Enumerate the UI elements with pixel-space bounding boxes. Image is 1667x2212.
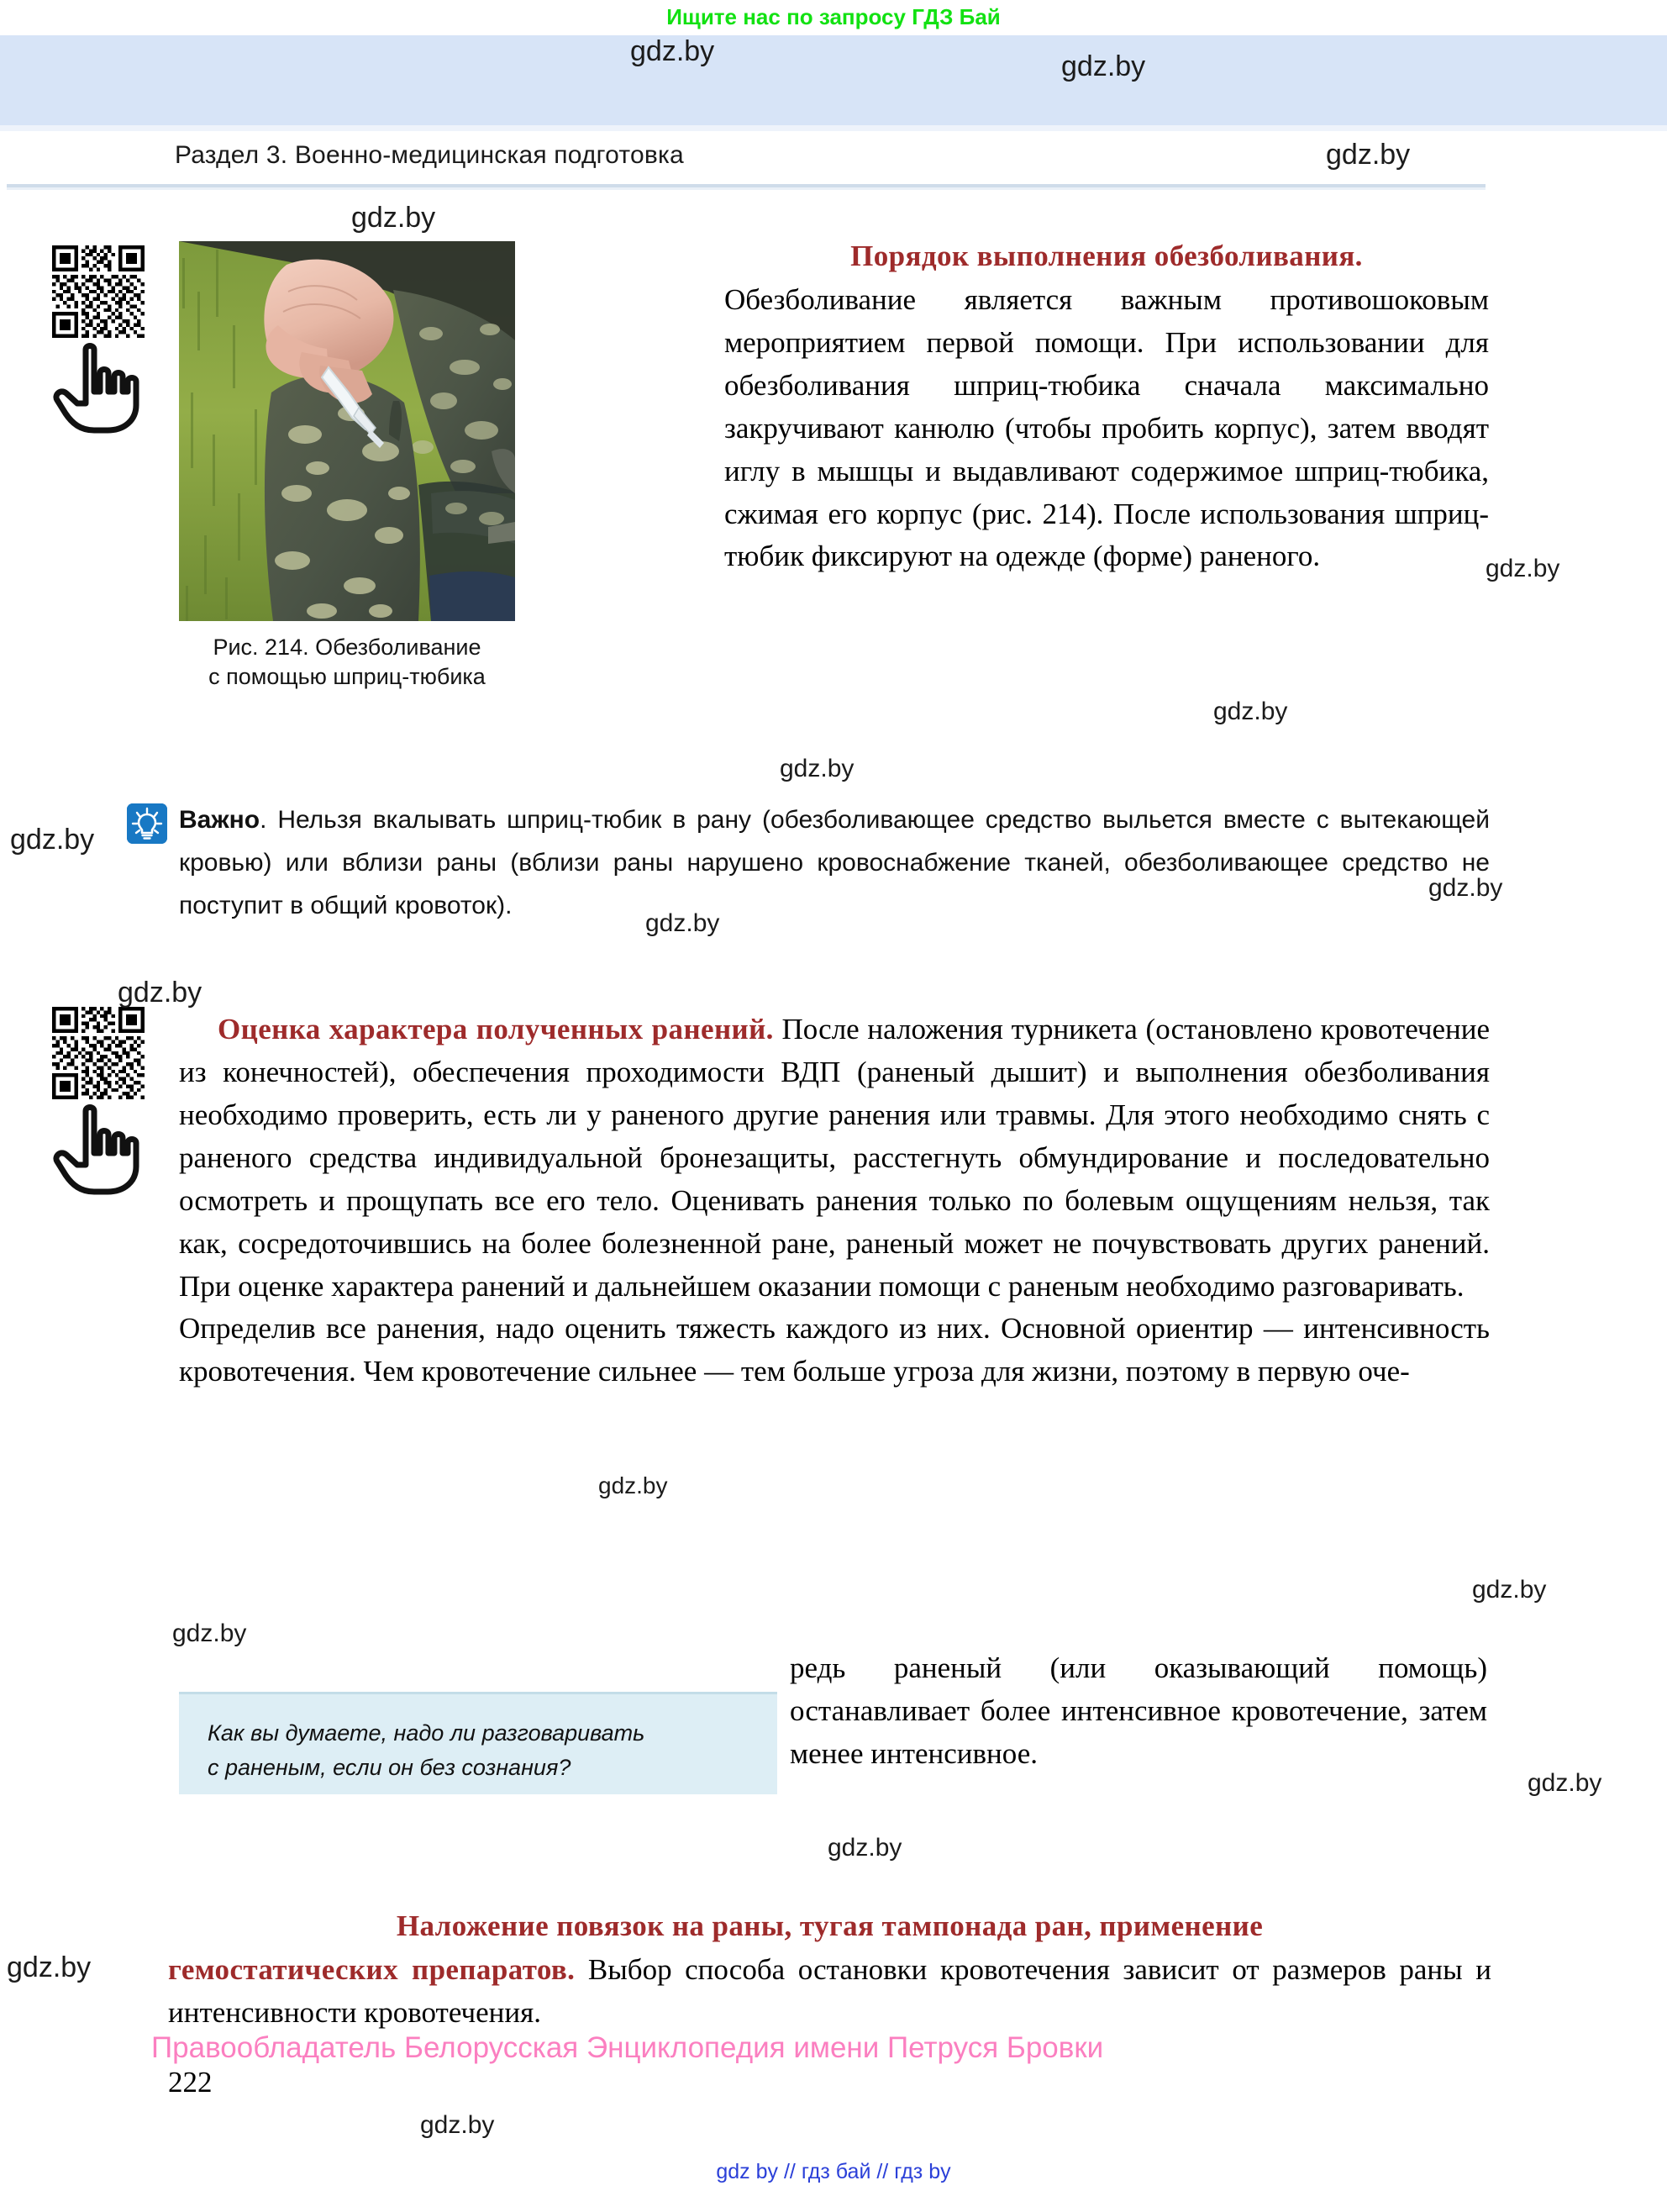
- figure-caption-line-2: с помощью шприц-тюбика: [208, 663, 486, 689]
- watermark-gdz: gdz.by: [780, 755, 855, 782]
- header-blue-band: [0, 35, 1667, 125]
- lightbulb-icon: [127, 803, 167, 844]
- section-3-heading-line-2: гемостатических препаратов.: [168, 1952, 576, 1986]
- section-2-block: [179, 1009, 1490, 1393]
- pointing-hand-icon-1[interactable]: [52, 343, 146, 434]
- watermark-gdz: gdz.by: [1061, 50, 1146, 82]
- important-callout-text: [179, 798, 1490, 927]
- figure-214: [179, 241, 515, 691]
- watermark-gdz: gdz.by: [351, 202, 436, 234]
- watermark-gdz: gdz.by: [828, 1834, 902, 1862]
- question-box: [179, 1692, 777, 1794]
- section-1-body: Обезболивание является важным противошоковым мероприятием первой помощи. При использовании для обезболивания шприц-тюбика сначала максимально закручивают канюлю (чтобы пробить корпус), затем вводят иглу в мышцы и выдавливают содержимое шприц-тюбика, сжимая его корпус (рис. 214). После использования шприц-тюбик фиксируют на одежде (форме) раненого.: [724, 282, 1489, 573]
- promo-banner-text: Ищите нас по запросу ГДЗ Бай: [666, 4, 1001, 29]
- lightbulb-icon-glyph: [127, 803, 167, 844]
- section-3-body: Выбор способа остановки кровотечения зависит от размеров раны и интенсивности кровотечения.: [168, 1952, 1491, 2029]
- section-2-paragraph-1: [179, 1009, 1490, 1308]
- watermark-gdz: gdz.by: [1326, 139, 1411, 171]
- section-2-body-1: После наложения турникета (остановлено кровотечение из конечностей), обеспечения проходимости ВДП (раненый дышит) и выполнения обезболивания необходимо проверить, есть ли у раненого другие ранения или травмы. Для этого необходимо снять с раненого средства индивидуальной бронезащиты, расстегнуть обмундирование и последовательно осмотреть и прощупать все его тело. Оценивать ранения только по болевым ощущениям нельзя, так как, сосредоточившись на более болезненной ране, раненый может не почувствовать других ранений. При оценке характера ранений и дальнейшем оказании помощи с раненым необходимо разговаривать.: [179, 1013, 1491, 1303]
- photo-illustration: [179, 241, 515, 621]
- watermark-gdz: gdz.by: [1428, 874, 1503, 902]
- watermark-gdz: gdz.by: [1528, 1769, 1602, 1797]
- header-band-fade: [0, 125, 1667, 131]
- question-line-1: Как вы думаете, надо ли разговаривать: [208, 1720, 645, 1746]
- watermark-gdz: gdz.by: [1472, 1576, 1547, 1604]
- section-2-paragraph-2: Определив все ранения, надо оценить тяжесть каждого из них. Основной ориентир — интенсивность кровотечения. Чем кровотечение сильнее — тем больше угроза для жизни, поэтому в первую оче-: [179, 1312, 1490, 1388]
- watermark-gdz: gdz.by: [7, 1951, 92, 1983]
- figure-214-photo: [179, 241, 515, 621]
- watermark-gdz: gdz.by: [598, 1472, 668, 1498]
- watermark-gdz: gdz.by: [118, 977, 202, 1009]
- section-1-text-column: [724, 235, 1489, 578]
- watermark-gdz: gdz.by: [630, 35, 715, 67]
- section-2-heading: Оценка характера полученных ранений.: [218, 1013, 774, 1045]
- promo-banner: [0, 0, 1667, 34]
- figure-214-caption: [179, 633, 515, 691]
- pointing-hand-icon-2[interactable]: [52, 1104, 146, 1195]
- qr-code-block-2[interactable]: [52, 1007, 146, 1195]
- section-3-paragraph: [168, 1905, 1491, 2035]
- section-1-heading: Порядок выполнения обезболивания.: [850, 240, 1363, 272]
- qr-code-icon-2[interactable]: [52, 1007, 145, 1099]
- question-box-text: [208, 1716, 752, 1785]
- watermark-gdz: gdz.by: [645, 909, 720, 937]
- watermark-gdz: gdz.by: [420, 2111, 495, 2139]
- important-callout: [179, 798, 1490, 927]
- section-2-continuation: редь раненый (или оказывающий помощь) останавливает более интенсивное кровотечение, затем менее интенсивное.: [790, 1651, 1487, 1770]
- watermark-gdz: gdz.by: [10, 824, 95, 856]
- page-number: 222: [168, 2066, 213, 2099]
- important-body: . Нельзя вкалывать шприц-тюбик в рану (обезболивающее средство выльется вместе с вытекающей кровью) или вблизи раны (вблизи раны нарушено кровоснабжение тканей, обезболивающее средство не поступит в общий кровоток).: [179, 806, 1490, 919]
- section-1-paragraph: [724, 235, 1489, 578]
- qr-code-block-1[interactable]: [52, 245, 146, 434]
- section-3-heading-line-1: Наложение повязок на раны, тугая тампонада ран, применение: [396, 1909, 1264, 1942]
- footer-links[interactable]: gdz by // гдз бай // гдз by: [716, 2160, 951, 2183]
- running-head: Раздел 3. Военно-медицинская подготовка: [175, 141, 684, 169]
- copyright-watermark: Правообладатель Белорусская Энциклопедия имени Петруся Бровки: [151, 2031, 1104, 2064]
- question-line-2: с раненым, если он без сознания?: [208, 1755, 571, 1781]
- watermark-gdz: gdz.by: [1486, 555, 1560, 582]
- watermark-gdz: gdz.by: [1213, 698, 1288, 725]
- qr-code-icon-1[interactable]: [52, 245, 145, 338]
- header-divider-shadow: [7, 187, 1486, 190]
- watermark-gdz: gdz.by: [172, 1620, 247, 1647]
- important-label: Важно: [179, 806, 260, 834]
- figure-caption-line-1: Рис. 214. Обезболивание: [213, 635, 481, 660]
